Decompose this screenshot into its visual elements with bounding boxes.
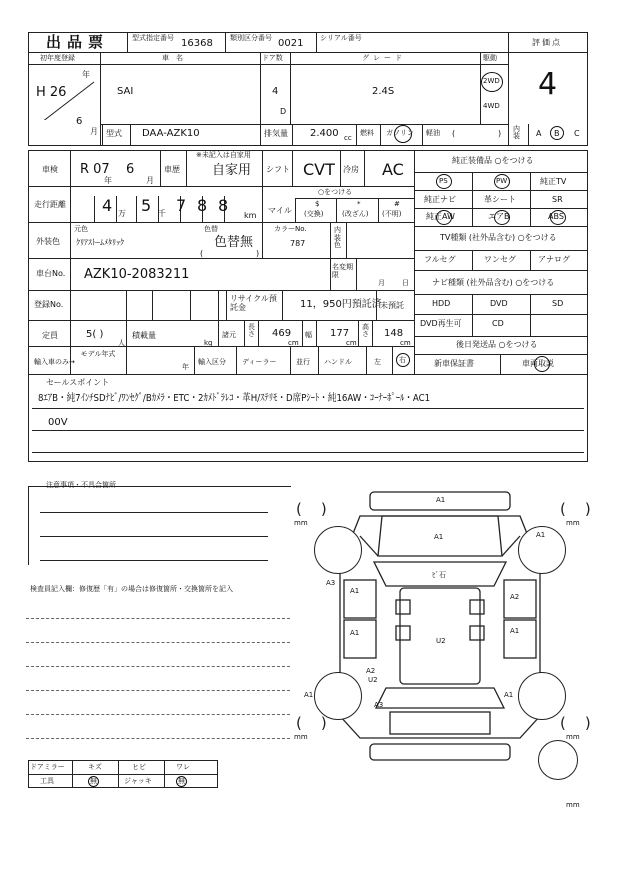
recycle-label: リサイクル預託金 [230, 294, 277, 312]
tire-bracket-fl: ( ) [296, 500, 327, 518]
length-value: 469 [272, 328, 292, 339]
drive-4wd: 4WD [483, 102, 500, 110]
sales-label: セールスポイント [46, 378, 110, 387]
class-label: 類別区分番号 [230, 34, 272, 42]
dmg-windshield: ﾋﾞ石 [432, 571, 446, 579]
after-title: 後日発送品 ○をつける [456, 340, 538, 349]
month-unit: 月 [90, 127, 98, 136]
cd-label: CD [492, 319, 504, 328]
disp-unit: cc [344, 134, 352, 142]
fumei-label: (不明) [382, 210, 402, 218]
ac-label: 冷房 [343, 165, 359, 174]
equip-tv: 純正TV [540, 177, 567, 186]
drive-2wd: 2WD [483, 77, 500, 85]
color-label: 外装色 [36, 237, 60, 246]
dmg-hood: A1 [434, 533, 444, 541]
dmg-left-front-door: A1 [350, 587, 360, 595]
legend-jack: ジャッキ [124, 777, 152, 785]
disp-label: 排気量 [264, 129, 288, 138]
color-no-label: カラーNo. [274, 225, 307, 233]
color-orig-value: ｸﾘｱｽﾄｰﾑﾒﾀﾘｯｸ [76, 238, 124, 247]
tire-bracket-rl: ( ) [296, 714, 327, 732]
int-color-label: 内装色 [334, 226, 341, 250]
legend-jack-mark: 無 [178, 777, 185, 785]
chassis-value: AZK10-2083211 [84, 267, 190, 282]
dmg-front-right-wheel: A1 [536, 531, 546, 539]
tv-analog: アナログ [538, 255, 570, 264]
legend-tool-mark: 無 [90, 777, 97, 785]
mileage-digit-5: 8 [218, 196, 229, 215]
height-value: 148 [384, 328, 404, 339]
car-name-value: SAI [117, 86, 134, 97]
door-suffix: D [280, 107, 287, 116]
mileage-digit-3: 7 [176, 196, 187, 215]
navi-sd: SD [552, 299, 564, 308]
height-label: 高さ [362, 323, 369, 338]
fuel-label: 燃料 [360, 129, 374, 137]
score-label: 評価点 [532, 38, 562, 47]
mileage-digit-4: 8 [197, 196, 208, 215]
sales-line-1: 8ｴｱB・純7ｲﾝﾁSDﾅﾋﾞ/ﾜﾝｾｸﾞ/Bｶﾒﾗ・ETC・2ｶﾒﾄﾞﾗﾚｺ・革H/ｽﾃﾘﾓ・D席Pｼｰﾄ・純16AW・ｺｰﾅｰﾎﾟｰﾙ・AC1 [38, 393, 431, 404]
equip-airbag: エアB [488, 212, 510, 221]
dmg-rear-right-wheel: A1 [504, 691, 514, 699]
shaken-value: R 07 [80, 162, 110, 177]
width-value: 177 [330, 328, 350, 339]
load-label: 積載量 [132, 331, 156, 340]
dmg-roof: U2 [436, 637, 446, 645]
meihen-day: 日 [402, 279, 409, 287]
shaken-month-unit: 月 [146, 176, 154, 185]
tire-bracket-rr: ( ) [560, 714, 591, 732]
width-label: 幅 [305, 331, 312, 339]
recycle-value: 11，950円預託済 [300, 299, 382, 310]
reg-label: 登録No. [34, 300, 64, 309]
model-year-unit: 年 [182, 363, 189, 371]
dmg-left-sill: A3 [374, 701, 384, 709]
length-unit: cm [288, 339, 299, 347]
type-spec-label: 型式指定番号 [132, 34, 174, 42]
legend-ware: ワレ [176, 763, 190, 771]
shift-value: CVT [303, 160, 335, 179]
circle-note: ○をつける [318, 188, 353, 196]
dealer-option: ディーラー [242, 358, 277, 366]
dvd-playable: DVD再生可 [420, 319, 462, 328]
recycle-unpaid: 未預託 [380, 301, 404, 310]
navi-dvd: DVD [490, 299, 508, 308]
capacity-unit: 人 [118, 339, 125, 347]
interior-label: 内装 [513, 125, 520, 140]
color-change-label: 色替 [204, 225, 218, 233]
color-paren-close: ) [256, 249, 260, 258]
import-class-label: 輸入区分 [198, 358, 226, 366]
wheel-front-left [314, 526, 362, 574]
mileage-label: 走行距離 [34, 200, 66, 209]
notes-bracket [28, 486, 291, 565]
fuel-diesel: 軽油 [426, 129, 440, 137]
history-label: 車歴 [164, 165, 180, 174]
doors-label: ドア数 [262, 54, 283, 62]
import-label: 輸入車のみ→ [34, 358, 75, 366]
first-reg-month: 6 [76, 116, 83, 127]
kaizan-label: (改ざん) [342, 210, 369, 218]
mm-fr: mm [566, 519, 580, 527]
navi-title: ナビ種類 (社外品含む) ○をつける [432, 278, 555, 287]
type-spec-value: 16368 [181, 38, 213, 49]
spare-tire [538, 740, 578, 780]
after-manual: 車両取説 [522, 359, 554, 368]
tv-fullseg: フルセグ [424, 255, 456, 264]
year-unit: 年 [82, 70, 90, 79]
equip-leather: 革シート [484, 195, 516, 204]
capacity-label: 定員 [42, 331, 58, 340]
dollar-label: $ [315, 200, 320, 208]
wheel-rear-left [314, 672, 362, 720]
equip-navi: 純正ナビ [424, 195, 456, 204]
drive-label: 駆動 [483, 54, 497, 62]
ac-value: AC [382, 160, 404, 179]
date-slash [38, 80, 98, 120]
tv-title: TV種類 (社外品含む) ○をつける [440, 233, 557, 242]
dmg-front-bumper: A1 [436, 496, 446, 504]
interior-c: C [574, 129, 580, 138]
shaken-month: 6 [126, 162, 135, 177]
color-no-value: 787 [290, 239, 306, 248]
fuel-paren-close: ) [498, 129, 502, 138]
fuel-paren: ( [452, 129, 456, 138]
exchange-label: (交換) [304, 210, 324, 218]
parallel-option: 並行 [296, 358, 310, 366]
tire-bracket-fr: ( ) [560, 500, 591, 518]
handle-right: 右 [399, 356, 406, 364]
grade-label: グレード [362, 54, 406, 62]
equipment-title: 純正装備品 ○をつける [452, 156, 534, 165]
mileage-digit-2: 5 [141, 196, 152, 215]
mm-rr: mm [566, 733, 580, 741]
mm-spare: mm [566, 801, 580, 809]
mm-fl: mm [294, 519, 308, 527]
load-unit: kg [204, 339, 213, 347]
class-value: 0021 [278, 38, 304, 49]
dmg-left-rear-q: A2 [366, 667, 376, 675]
mileage-sen: 千 [158, 209, 166, 218]
car-name-label: 車 名 [162, 54, 183, 62]
mileage-digit-1: 4 [102, 196, 113, 215]
disp-value: 2.400 [310, 128, 339, 139]
equip-pw: PW [496, 177, 508, 185]
legend-mirror: ドアミラー [30, 763, 65, 771]
notes-label: 注意事項・不具合箇所 [46, 481, 116, 489]
equip-ps: PS [439, 177, 448, 185]
history-note: ※未記入は自家用 [196, 151, 251, 159]
shift-label: シフト [266, 165, 290, 174]
chassis-label: 車台No. [36, 269, 66, 278]
history-value: 自家用 [212, 163, 252, 178]
shaken-year-unit: 年 [104, 176, 112, 185]
after-warranty: 新車保証書 [434, 359, 474, 368]
fuel-gas: ガソリン [386, 129, 414, 137]
score-value: 4 [538, 67, 558, 102]
model-label: 型式 [106, 129, 122, 138]
dmg-left-rear-door: A1 [350, 629, 360, 637]
sales-line-2: 00V [48, 417, 68, 428]
inspector-note: 検査員記入欄：修復歴「有」の場合は修復箇所・交換箇所を記入 [30, 585, 233, 593]
dmg-right-front-door: A2 [510, 593, 520, 601]
color-change-value: 色替無 [214, 235, 254, 250]
mileage-km: km [244, 211, 257, 220]
equip-abs: ABS [548, 212, 564, 221]
meihen-month: 月 [378, 279, 385, 287]
length-label: 長さ [248, 323, 255, 338]
equip-aw: 純正AW [426, 212, 455, 221]
first-reg-label: 初年度登録 [40, 54, 75, 62]
dmg-right-rear-door: A1 [510, 627, 520, 635]
handle-label: ハンドル [324, 358, 352, 366]
interior-a: A [536, 129, 542, 138]
grade-value: 2.4S [372, 86, 395, 97]
dmg-left-a: A3 [326, 579, 336, 587]
equip-sr: SR [552, 195, 563, 204]
star-label: * [357, 200, 361, 208]
capacity-value: 5( ) [86, 329, 104, 340]
meihen-label: 名変期限 [332, 263, 353, 280]
dmg-left-rear-q2: U2 [368, 676, 378, 684]
mileage-man: 万 [118, 209, 126, 218]
doors-value: 4 [272, 86, 279, 97]
wheel-rear-right [518, 672, 566, 720]
navi-hdd: HDD [432, 299, 451, 308]
tv-oneseg: ワンセグ [484, 255, 516, 264]
legend-hibi: ヒビ [132, 763, 146, 771]
dim-label: 諸元 [222, 331, 236, 339]
mile-label: マイル [268, 206, 292, 215]
form-title: 出品票 [46, 33, 110, 51]
serial-label: シリアル番号 [320, 34, 362, 42]
legend-scratch: キズ [88, 763, 102, 771]
color-orig-label: 元色 [74, 225, 88, 233]
model-year-label: モデル年式 [80, 350, 116, 358]
width-unit: cm [346, 339, 357, 347]
interior-b: B [554, 129, 560, 138]
color-paren: ( [200, 249, 204, 258]
model-value: DAA-AZK10 [142, 128, 200, 139]
handle-left: 左 [374, 358, 381, 366]
legend-tool: 工具 [40, 777, 54, 785]
mm-rl: mm [294, 733, 308, 741]
dmg-rear-left-wheel: A1 [304, 691, 314, 699]
hash-label: # [394, 200, 400, 208]
height-unit: cm [400, 339, 411, 347]
shaken-label: 車検 [42, 165, 58, 174]
first-reg-era: H 26 [36, 85, 67, 100]
